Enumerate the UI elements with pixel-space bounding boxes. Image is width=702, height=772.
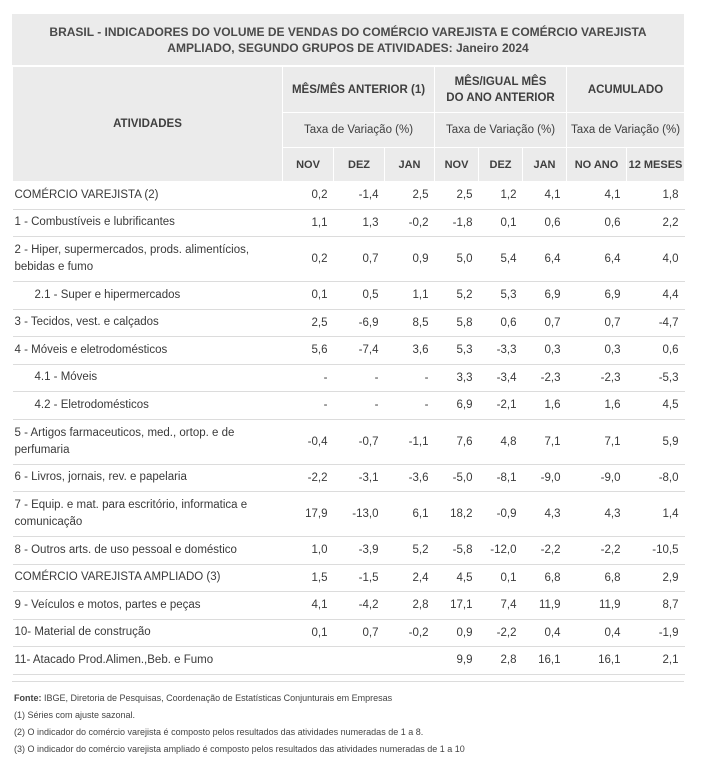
- value-cell: -1,5: [334, 564, 385, 592]
- value-cell: 4,5: [627, 392, 685, 420]
- value-cell: -1,1: [385, 419, 435, 464]
- value-cell: 5,4: [479, 237, 523, 282]
- value-cell: 1,3: [334, 209, 385, 237]
- value-cell: 3,6: [385, 337, 435, 365]
- value-cell: -0,7: [334, 419, 385, 464]
- table-body: [13, 182, 685, 675]
- value-cell: -1,4: [334, 182, 385, 210]
- value-cell: -4,7: [627, 309, 685, 337]
- value-cell: 6,4: [567, 237, 627, 282]
- value-cell: 1,1: [385, 282, 435, 310]
- table-row: [13, 619, 685, 647]
- table-container: [12, 14, 684, 758]
- activity-label: 1 - Combustíveis e lubrificantes: [13, 209, 283, 237]
- value-cell: -: [385, 364, 435, 392]
- value-cell: 6,9: [567, 282, 627, 310]
- value-cell: -2,3: [567, 364, 627, 392]
- source-note: [14, 690, 684, 707]
- activity-label: 7 - Equip. e mat. para escritório, informatica e comunicação: [13, 492, 283, 537]
- value-cell: 7,1: [523, 419, 567, 464]
- value-cell: -12,0: [479, 537, 523, 565]
- value-cell: 5,3: [479, 282, 523, 310]
- table-row: [13, 537, 685, 565]
- activity-label: COMÉRCIO VAREJISTA AMPLIADO (3): [13, 564, 283, 592]
- value-cell: 6,9: [523, 282, 567, 310]
- value-cell: 8,5: [385, 309, 435, 337]
- value-cell: -2,3: [523, 364, 567, 392]
- value-cell: 5,2: [385, 537, 435, 565]
- value-cell: 4,3: [523, 492, 567, 537]
- value-cell: 0,6: [523, 209, 567, 237]
- value-cell: -6,9: [334, 309, 385, 337]
- table-row: [13, 237, 685, 282]
- value-cell: -0,4: [283, 419, 334, 464]
- activity-label: 4.2 - Eletrodomésticos: [13, 392, 283, 420]
- value-cell: 17,9: [283, 492, 334, 537]
- value-cell: 4,4: [627, 282, 685, 310]
- source-text: IBGE, Diretoria de Pesquisas, Coordenação de Estatísticas Conjunturais em Empresas: [44, 692, 393, 703]
- value-cell: 1,5: [283, 564, 334, 592]
- value-cell: -3,4: [479, 364, 523, 392]
- header-group-same-month: MÊS/IGUAL MÊS DO ANO ANTERIOR: [435, 67, 567, 113]
- value-cell: 6,1: [385, 492, 435, 537]
- header-activities: ATIVIDADES: [13, 67, 283, 182]
- value-cell: 2,2: [627, 209, 685, 237]
- header-col: JAN: [385, 148, 435, 182]
- source-label: Fonte:: [14, 692, 42, 703]
- value-cell: 2,1: [627, 647, 685, 675]
- activity-label: 2.1 - Super e hipermercados: [13, 282, 283, 310]
- value-cell: 0,6: [567, 209, 627, 237]
- value-cell: -9,0: [523, 464, 567, 492]
- value-cell: 1,0: [283, 537, 334, 565]
- value-cell: -8,0: [627, 464, 685, 492]
- value-cell: 7,4: [479, 592, 523, 620]
- value-cell: 17,1: [435, 592, 479, 620]
- value-cell: 1,4: [627, 492, 685, 537]
- value-cell: 16,1: [523, 647, 567, 675]
- value-cell: 0,1: [479, 209, 523, 237]
- value-cell: 16,1: [567, 647, 627, 675]
- table-row: [13, 309, 685, 337]
- footnote-3: (3) O indicador do comércio varejista ampliado é composto pelos resultados das atividades numeradas de 1 a 10: [14, 743, 465, 754]
- value-cell: 2,8: [479, 647, 523, 675]
- value-cell: 6,8: [523, 564, 567, 592]
- table-row: [13, 564, 685, 592]
- value-cell: 4,1: [283, 592, 334, 620]
- value-cell: 0,1: [283, 619, 334, 647]
- value-cell: [283, 647, 334, 675]
- value-cell: -0,2: [385, 619, 435, 647]
- value-cell: -0,2: [385, 209, 435, 237]
- table-title-text: BRASIL - INDICADORES DO VOLUME DE VENDAS DO COMÉRCIO VAREJISTA E COMÉRCIO VAREJISTA AMPLIADO, SEGUNDO GRUPOS DE ATIVIDADES: Janeiro 2024: [49, 24, 647, 55]
- activity-label: 9 - Veículos e motos, partes e peças: [13, 592, 283, 620]
- value-cell: -: [334, 364, 385, 392]
- footnote-1: (1) Séries com ajuste sazonal.: [14, 709, 136, 720]
- activity-label: 3 - Tecidos, vest. e calçados: [13, 309, 283, 337]
- table-row: [13, 364, 685, 392]
- value-cell: -2,2: [479, 619, 523, 647]
- value-cell: -5,3: [627, 364, 685, 392]
- value-cell: 1,8: [627, 182, 685, 210]
- value-cell: 0,9: [385, 237, 435, 282]
- value-cell: -7,4: [334, 337, 385, 365]
- value-cell: 1,6: [567, 392, 627, 420]
- value-cell: -2,2: [567, 537, 627, 565]
- value-cell: -1,8: [435, 209, 479, 237]
- value-cell: 4,8: [479, 419, 523, 464]
- activity-label: 4.1 - Móveis: [13, 364, 283, 392]
- value-cell: [385, 647, 435, 675]
- activity-label: 5 - Artigos farmaceuticos, med., ortop. e de perfumaria: [13, 419, 283, 464]
- activity-label: 8 - Outros arts. de uso pessoal e doméstico: [13, 537, 283, 565]
- activity-label: COMÉRCIO VAREJISTA (2): [13, 182, 283, 210]
- data-table: [12, 66, 685, 675]
- table-row: [13, 209, 685, 237]
- header-col: JAN: [523, 148, 567, 182]
- header-col: NO ANO: [567, 148, 627, 182]
- header-rate-2: Taxa de Variação (%): [435, 113, 567, 148]
- table-title: [12, 14, 684, 66]
- value-cell: 0,3: [567, 337, 627, 365]
- value-cell: 7,1: [567, 419, 627, 464]
- value-cell: 2,5: [283, 309, 334, 337]
- value-cell: 4,0: [627, 237, 685, 282]
- value-cell: 2,5: [385, 182, 435, 210]
- value-cell: -3,1: [334, 464, 385, 492]
- value-cell: 0,9: [435, 619, 479, 647]
- activity-label: 4 - Móveis e eletrodomésticos: [13, 337, 283, 365]
- value-cell: 9,9: [435, 647, 479, 675]
- value-cell: 0,6: [627, 337, 685, 365]
- value-cell: 4,5: [435, 564, 479, 592]
- table-bottom-divider: [12, 675, 684, 682]
- value-cell: 4,1: [523, 182, 567, 210]
- value-cell: 0,7: [334, 619, 385, 647]
- value-cell: -2,1: [479, 392, 523, 420]
- value-cell: 0,2: [283, 182, 334, 210]
- value-cell: 0,4: [567, 619, 627, 647]
- value-cell: 5,8: [435, 309, 479, 337]
- value-cell: -13,0: [334, 492, 385, 537]
- value-cell: 0,7: [334, 237, 385, 282]
- header-group-accumulated: ACUMULADO: [567, 67, 685, 113]
- value-cell: -: [283, 392, 334, 420]
- header-rate-1: Taxa de Variação (%): [283, 113, 435, 148]
- value-cell: 0,2: [283, 237, 334, 282]
- value-cell: -3,9: [334, 537, 385, 565]
- value-cell: 1,2: [479, 182, 523, 210]
- activity-label: 10- Material de construção: [13, 619, 283, 647]
- header-col: NOV: [435, 148, 479, 182]
- header-col: DEZ: [334, 148, 385, 182]
- value-cell: -10,5: [627, 537, 685, 565]
- value-cell: -: [283, 364, 334, 392]
- value-cell: -8,1: [479, 464, 523, 492]
- value-cell: 5,0: [435, 237, 479, 282]
- value-cell: 11,9: [567, 592, 627, 620]
- value-cell: 2,8: [385, 592, 435, 620]
- value-cell: -: [334, 392, 385, 420]
- value-cell: -5,0: [435, 464, 479, 492]
- table-row: [13, 419, 685, 464]
- table-row: [13, 464, 685, 492]
- value-cell: -3,3: [479, 337, 523, 365]
- table-row: [13, 282, 685, 310]
- activity-label: 2 - Hiper, supermercados, prods. alimentícios, bebidas e fumo: [13, 237, 283, 282]
- value-cell: 2,9: [627, 564, 685, 592]
- value-cell: 8,7: [627, 592, 685, 620]
- value-cell: 0,6: [479, 309, 523, 337]
- footnotes: [12, 690, 684, 758]
- footnote-2: (2) O indicador do comércio varejista é composto pelos resultados das atividades numeradas de 1 a 8.: [14, 726, 424, 737]
- value-cell: 2,5: [435, 182, 479, 210]
- value-cell: 7,6: [435, 419, 479, 464]
- table-row: [13, 182, 685, 210]
- table-row: [13, 647, 685, 675]
- value-cell: 5,9: [627, 419, 685, 464]
- value-cell: 6,4: [523, 237, 567, 282]
- value-cell: 5,6: [283, 337, 334, 365]
- value-cell: 4,1: [567, 182, 627, 210]
- value-cell: 5,2: [435, 282, 479, 310]
- table-row: [13, 337, 685, 365]
- value-cell: 5,3: [435, 337, 479, 365]
- activity-label: 6 - Livros, jornais, rev. e papelaria: [13, 464, 283, 492]
- value-cell: 11,9: [523, 592, 567, 620]
- value-cell: -9,0: [567, 464, 627, 492]
- value-cell: [334, 647, 385, 675]
- value-cell: 1,1: [283, 209, 334, 237]
- value-cell: -: [385, 392, 435, 420]
- value-cell: 0,3: [523, 337, 567, 365]
- value-cell: 6,9: [435, 392, 479, 420]
- header-col: NOV: [283, 148, 334, 182]
- header-rate-3: Taxa de Variação (%): [567, 113, 685, 148]
- value-cell: -1,9: [627, 619, 685, 647]
- value-cell: 0,7: [567, 309, 627, 337]
- value-cell: -5,8: [435, 537, 479, 565]
- value-cell: 3,3: [435, 364, 479, 392]
- value-cell: 1,6: [523, 392, 567, 420]
- header-col: 12 MESES: [627, 148, 685, 182]
- table-row: [13, 492, 685, 537]
- value-cell: -2,2: [523, 537, 567, 565]
- header-col: DEZ: [479, 148, 523, 182]
- table-row: [13, 392, 685, 420]
- value-cell: 0,7: [523, 309, 567, 337]
- value-cell: 0,5: [334, 282, 385, 310]
- value-cell: 6,8: [567, 564, 627, 592]
- value-cell: -4,2: [334, 592, 385, 620]
- value-cell: 0,1: [479, 564, 523, 592]
- value-cell: 18,2: [435, 492, 479, 537]
- value-cell: -2,2: [283, 464, 334, 492]
- value-cell: 0,4: [523, 619, 567, 647]
- value-cell: -0,9: [479, 492, 523, 537]
- value-cell: 4,3: [567, 492, 627, 537]
- activity-label: 11- Atacado Prod.Alimen.,Beb. e Fumo: [13, 647, 283, 675]
- value-cell: 2,4: [385, 564, 435, 592]
- table-row: [13, 592, 685, 620]
- header-group-month-previous: MÊS/MÊS ANTERIOR (1): [283, 67, 435, 113]
- value-cell: 0,1: [283, 282, 334, 310]
- value-cell: -3,6: [385, 464, 435, 492]
